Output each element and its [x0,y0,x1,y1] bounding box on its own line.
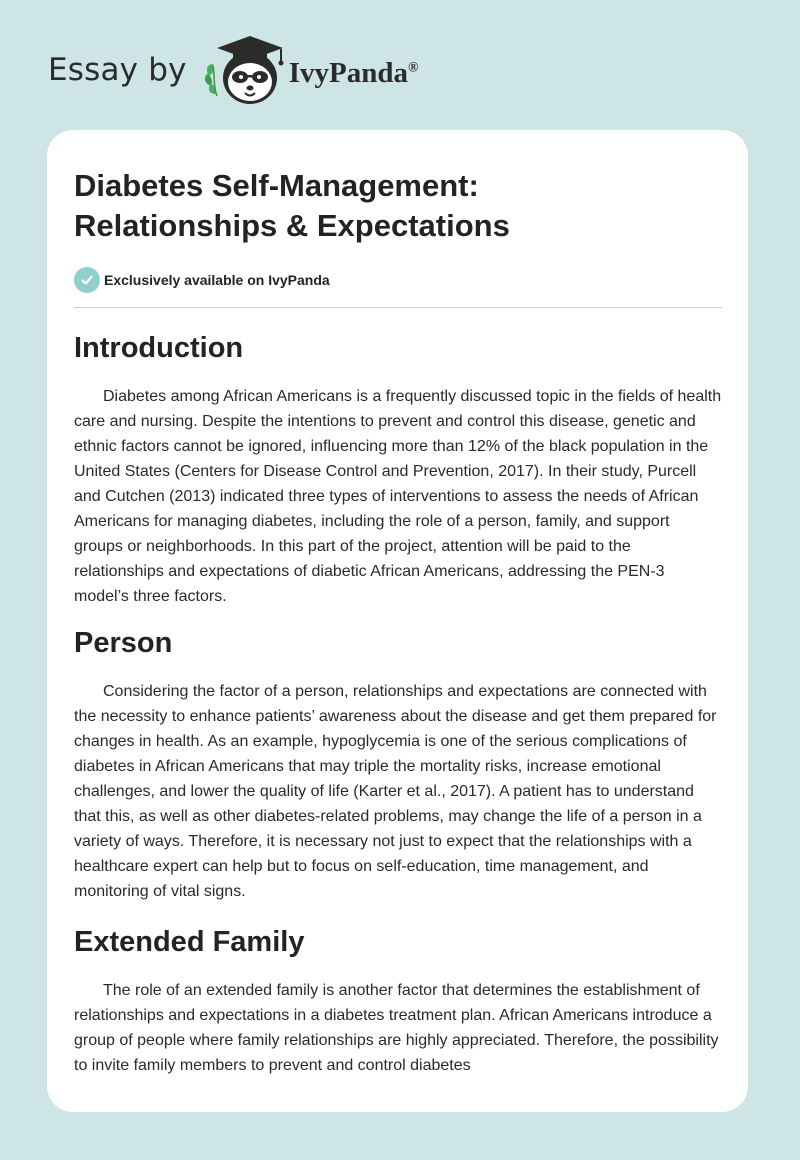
essay-content [74,130,722,1078]
exclusive-badge [74,266,722,294]
site-header [48,30,748,110]
title-line-2: Relationships & Expectations [74,208,510,243]
divider [74,307,722,308]
brand-text: IvyPanda [288,56,408,89]
section-heading-introduction: Introduction [74,332,244,364]
essay-card [47,130,748,1112]
section-paragraph-extended-family: The role of an extended family is another factor that determines the establishment of relationships and expectations in a diabetes treatment plan. African Americans introduce a group of people where family relationships are highly appreciated. Therefore, the possibility to invite family members to prevent and control diabetes [74,982,719,1074]
check-icon [74,267,100,293]
exclusive-label: Exclusively available on IvyPanda [104,272,330,288]
ivypanda-brand-name[interactable] [289,57,419,90]
section-heading-person: Person [74,627,173,659]
section-paragraph-introduction: Diabetes among African Americans is a frequently discussed topic in the fields of health care and nursing. Despite the intentions to prevent and control this disease, genetic and ethnic factors cannot be ignored, influencing more than 12% of the black population in the United States (Centers for Disease Control and Prevention, 2017). In their study, Purcell and Cutchen (2013) indicated three types of interventions to assess the needs of African Americans for managing diabetes, including the role of a person, family, and support groups or neighborhoods. In this part of the project, attention will be paid to the relationships and expectations of diabetic African Americans, addressing the PEN-3 model’s three factors. [74,388,722,605]
title-line-1: Diabetes Self-Management: [74,168,479,203]
ivypanda-logo-icon[interactable] [203,32,285,108]
section-heading-extended-family: Extended Family [74,926,305,958]
section-paragraph-person: Considering the factor of a person, relationships and expectations are connected with the necessity to enhance patients’ awareness about the disease and get them prepared for changes in health. As an example, hypoglycemia is one of the serious complications of diabetes in African Americans that may triple the mortality risks, increase emotional challenges, and lower the quality of life (Karter et al., 2017). A patient has to understand that this, as well as other diabetes-related problems, may change the life of a person in a variety of ways. Therefore, it is necessary not just to expect that the relationships with a healthcare expert can help but to focus on self-education, time management, and monitoring of vital signs. [74,683,717,900]
essay-by-label: Essay by [48,52,187,88]
registered-mark: ® [407,59,419,75]
page-title [74,166,722,246]
